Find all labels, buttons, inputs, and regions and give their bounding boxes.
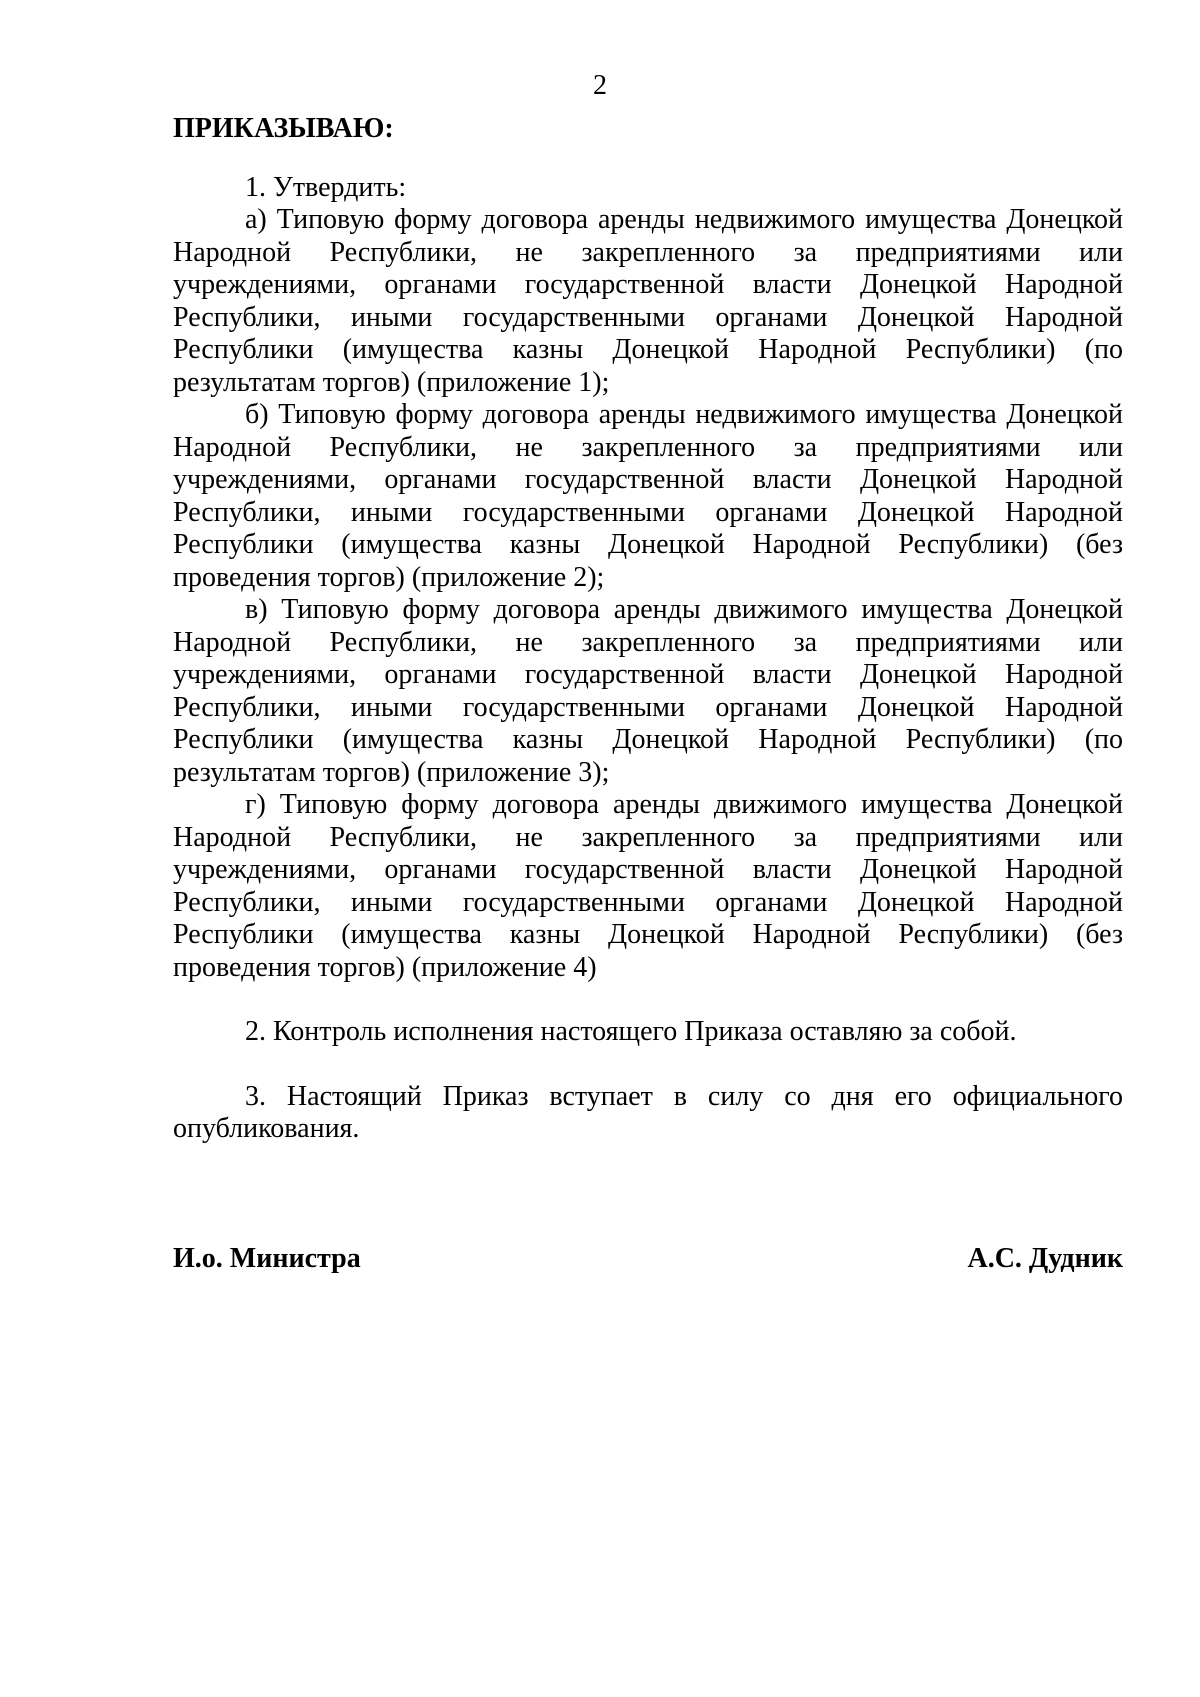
document-body <box>173 113 1123 1146</box>
item-1-approve: 1. Утвердить: <box>245 171 407 203</box>
order-heading: ПРИКАЗЫВАЮ: <box>173 113 394 144</box>
page-number: 2 <box>593 70 607 101</box>
signatory-position: И.о. Министра <box>173 1243 361 1274</box>
subitem-b: б) Типовую форму договора аренды недвижимого имущества Донецкой Народной Республики, не закрепленного за предприятиями или учреждениями, органами государственной власти Донецкой Народной Республики, иными государственными органами Донецкой Народной Республики (имущества казны Донецкой Народной Республики) (без проведения торгов) (приложение 2); <box>173 399 1123 593</box>
subitem-v: в) Типовую форму договора аренды движимого имущества Донецкой Народной Республики, не закрепленного за предприятиями или учреждениями, органами государственной власти Донецкой Народной Республики, иными государственными органами Донецкой Народной Республики (имущества казны Донецкой Народной Республики) (по результатам торгов) (приложение 3); <box>173 594 1123 788</box>
subitem-a: а) Типовую форму договора аренды недвижимого имущества Донецкой Народной Республики, не закрепленного за предприятиями или учреждениями, органами государственной власти Донецкой Народной Республики, иными государственными органами Донецкой Народной Республики (имущества казны Донецкой Народной Республики) (по результатам торгов) (приложение 1); <box>173 204 1123 398</box>
signatory-name: А.С. Дудник <box>967 1243 1123 1274</box>
item-2-control: 2. Контроль исполнения настоящего Приказа оставляю за собой. <box>245 1016 1017 1047</box>
item-3-effective: 3. Настоящий Приказ вступает в силу со дня его официального опубликования. <box>173 1080 1123 1144</box>
subitem-g: г) Типовую форму договора аренды движимого имущества Донецкой Народной Республики, не закрепленного за предприятиями или учреждениями, органами государственной власти Донецкой Народной Республики, иными государственными органами Донецкой Народной Республики (имущества казны Донецкой Народной Республики) (без проведения торгов) (приложение 4) <box>173 789 1123 983</box>
